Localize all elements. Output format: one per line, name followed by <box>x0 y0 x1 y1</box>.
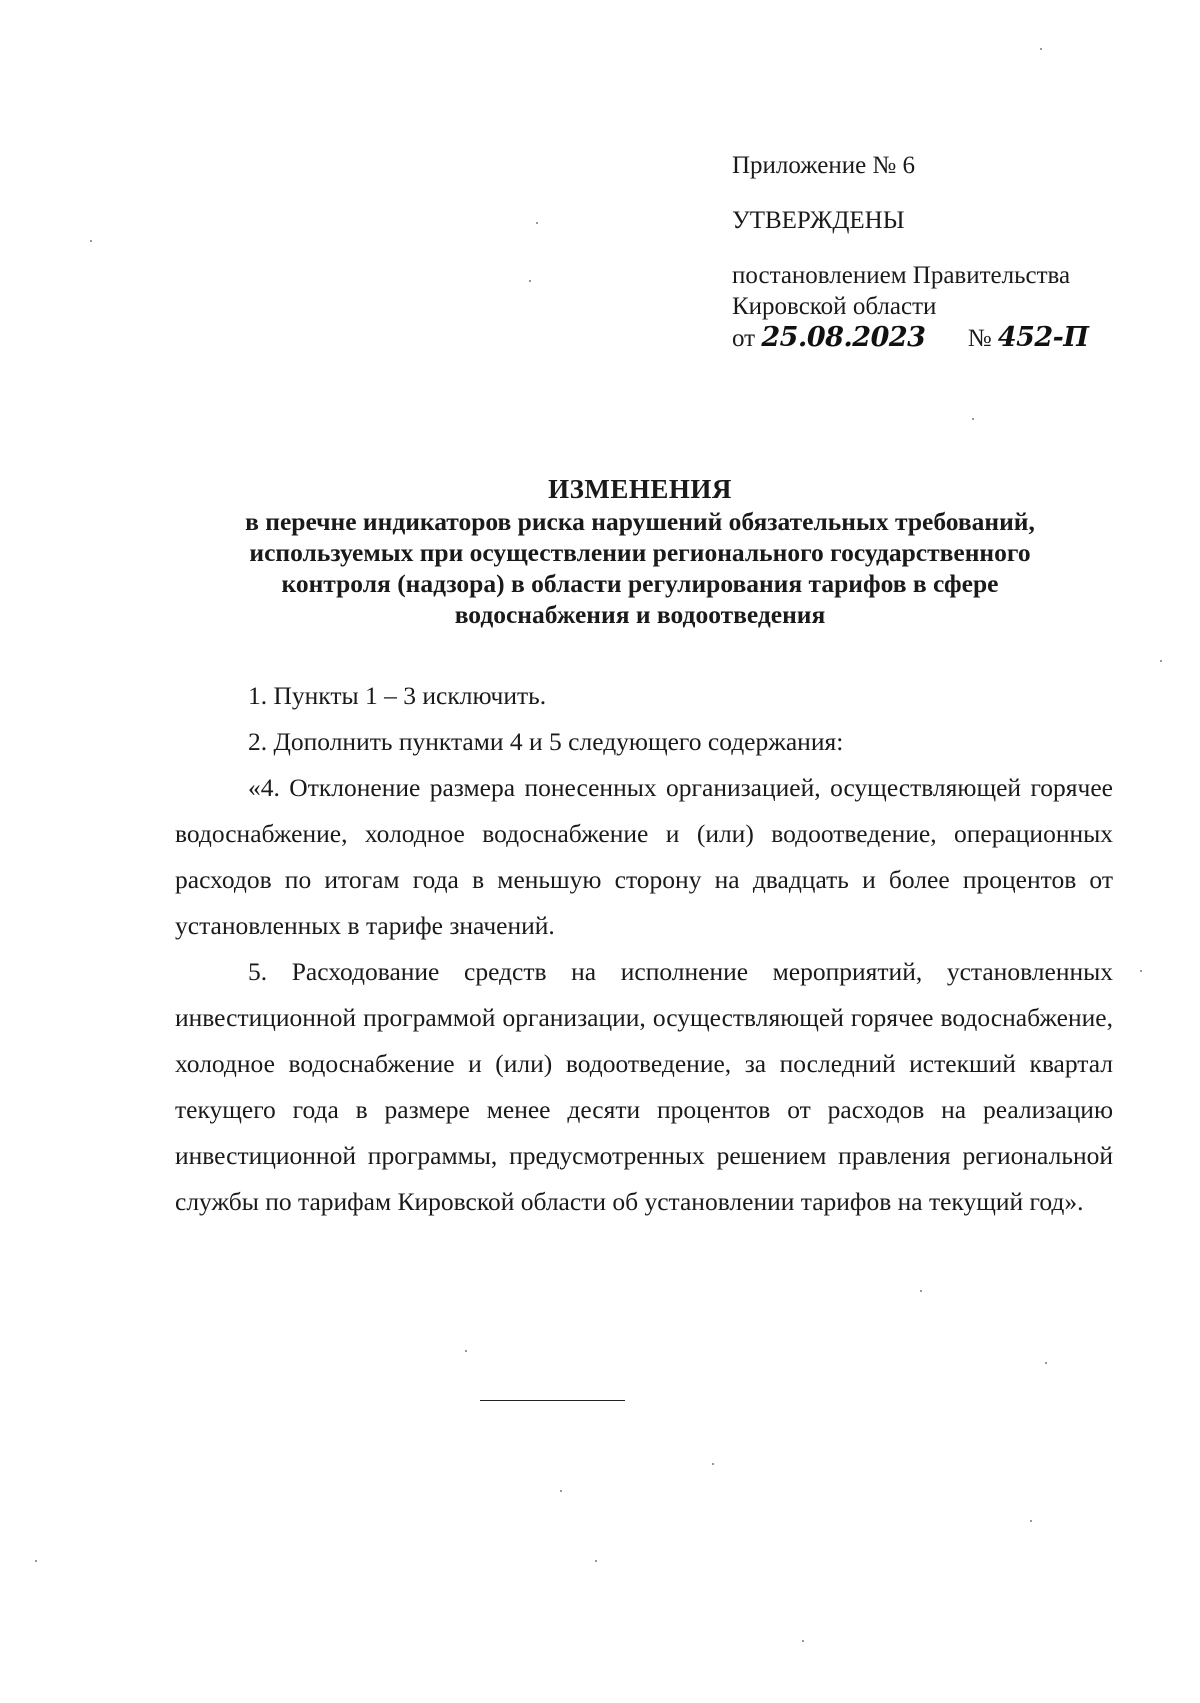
scan-speck <box>90 240 92 242</box>
scan-speck <box>1140 970 1142 972</box>
date-prefix: от <box>732 325 756 352</box>
scan-speck <box>1040 48 1042 50</box>
scan-speck <box>972 418 974 420</box>
scan-speck <box>802 1640 804 1642</box>
scan-speck <box>465 1350 467 1352</box>
paragraph-3: «4. Отклонение размера понесенных организацией, осуществляющей горячее водоснабжение, холодное водоснабжение и (или) водоотведение, операционных расходов по итогам года в меньшую сторону на двадцать и более процентов от установленных в тарифе значений. <box>175 773 1113 940</box>
number-label: № <box>967 325 992 352</box>
title-line-1: в перечне индикаторов риска нарушений обязательных требований, <box>245 507 1035 536</box>
approval-block <box>732 150 1162 354</box>
handwritten-date: 25.08.2023 <box>761 322 926 353</box>
scan-speck <box>712 1463 714 1465</box>
document-title <box>175 474 1105 630</box>
scan-speck <box>920 1290 922 1292</box>
title-line-3: контроля (надзора) в области регулирования тарифов в сфере <box>281 569 999 598</box>
paragraph-1: 1. Пункты 1 – 3 исключить. <box>248 681 547 710</box>
end-separator-line <box>480 1400 625 1401</box>
decree-line-2: Кировской области <box>732 293 937 320</box>
document-body <box>175 673 1113 1225</box>
scan-speck <box>560 1490 562 1492</box>
paragraph-4: 5. Расходование средств на исполнение мероприятий, установленных инвестиционной программой организации, осуществляющей горячее водоснабжение, холодное водоснабжение и (или) водоотведение, за последний истекший квартал текущего года в размере менее десяти процентов от расходов на реализацию инвестиционной программы, предусмотренных решением правления региональной службы по тарифам Кировской области об установлении тарифов на текущий год». <box>175 957 1113 1216</box>
title-line-2: используемых при осуществлении регионального государственного <box>249 538 1031 567</box>
scan-speck <box>529 280 531 282</box>
scan-speck <box>1045 1362 1047 1364</box>
scan-speck <box>35 1560 37 1562</box>
scan-speck <box>536 222 538 224</box>
title-line-4: водоснабжения и водоотведения <box>454 600 826 629</box>
scan-speck <box>1030 1520 1032 1522</box>
scan-speck <box>1160 660 1162 662</box>
approved-label: УТВЕРЖДЕНЫ <box>732 207 905 234</box>
decree-line-1: постановлением Правительства <box>732 262 1071 289</box>
decree-date-row <box>732 322 1162 354</box>
paragraph-2: 2. Дополнить пунктами 4 и 5 следующего содержания: <box>248 727 844 756</box>
title-heading: ИЗМЕНЕНИЯ <box>548 474 732 504</box>
appendix-label: Приложение № 6 <box>732 152 916 179</box>
handwritten-number: 452-П <box>997 322 1089 353</box>
scan-speck <box>595 1560 597 1562</box>
